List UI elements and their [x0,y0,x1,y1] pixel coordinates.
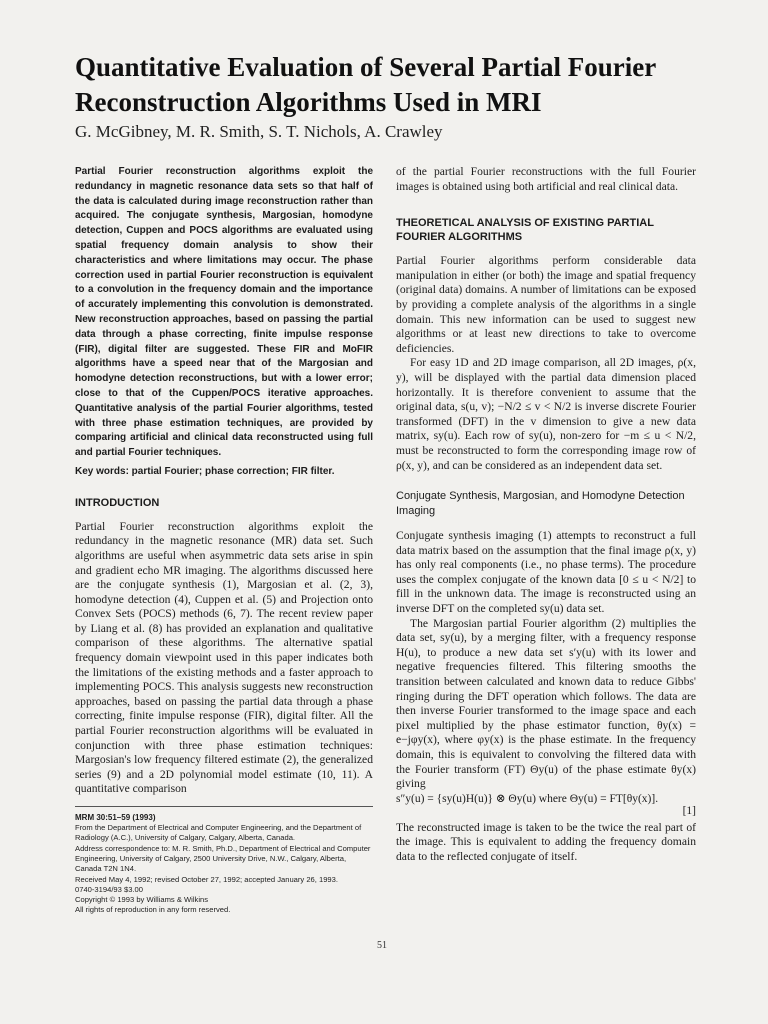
left-column [75,165,373,916]
equation-expression: s″y(u) = {sy(u)H(u)} ⊗ Θy(u) where Θy(u) = FT[θy(x)]. [396,792,659,805]
right-column [396,165,696,865]
theory-paragraph-1: Partial Fourier algorithms perform considerable data manipulation in either (or both) the image and spatial frequency (original data) domains. A number of limitations can be exposed by providing a complete analysis of the algorithms in a single domain. This new information can be used to suggest new algorithms or at least new directions to take to overcome deficiencies. [396,254,696,355]
intro-continuation: of the partial Fourier reconstructions with the full Fourier images is obtained using both artificial and real clinical data. [396,165,696,193]
equation-number: [1] [682,804,696,817]
paper-title: Quantitative Evaluation of Several Partial Fourier Reconstruction Algorithms Used in MRI [75,52,656,117]
rights-line: All rights of reproduction in any form reserved. [75,905,231,915]
introduction-text: Partial Fourier reconstruction algorithms exploit the redundancy in the magnetic resonance (MR) data set. Such algorithms are useful when asymmetric data sets arise in spin and gradient echo MR imaging. The algorithms discussed here are the conjugate synthesis (1), Margosian et al. (2, 3), homodyne detection (4), Cuppen et al. (5) and Projection onto Convex Sets (POCS) methods (6, 7). The recent review paper by Liang et al. (8) has provided an explanation and qualitative comparison of these algorithms. The alternative spatial frequency domain viewpoint used in this paper indicates both the limitations of the existing methods and a faster approach to implementing POCS. This analysis suggests new reconstruction approaches, based on passing the partial data through a phase correcting, finite impulse response (FIR), digital filter. All the partial Fourier reconstruction algorithms will be evaluated in conjunction with three phase estimation techniques: Margosian's low frequency filtered estimate (2), the generalized series (9) and a 2D polynomial model estimate (10, 11). A quantitative comparison [75,519,373,796]
keywords: Key words: partial Fourier; phase correction; FIR filter. [75,465,335,477]
issn-line: 0740-3194/93 $3.00 [75,884,143,894]
equation-1 [396,792,696,817]
journal-citation: MRM 30:51–59 (1993) [75,813,156,823]
theory-paragraph-2: For easy 1D and 2D image comparison, all 2D images, ρ(x, y), will be displayed with the partial data dimension placed horizontally. It is therefore convenient to assume that the original data, s(u, v); −N/2 ≤ v < N/2 is inverse discrete Fourier transformed (DFT) in the v dimension to give a new data matrix, sy(u). Each row of sy(u), non-zero for −m ≤ u < N/2, must be reconstructed to form the corresponding image row of ρ(x, y), and can be considered as an independent data set. [396,356,696,472]
correspondence-address: Address correspondence to: M. R. Smith, Ph.D., Department of Electrical and Computer Engineering, University of Calgary, 2500 University Drive, N.W., Calgary, Alberta, Canada T2N 1N4. [75,843,371,874]
author-affiliation: From the Department of Electrical and Computer Engineering, and the Department of Radiology (A.C.), University of Calgary, Calgary, Alberta, Canada. [75,823,362,843]
page-number: 51 [377,940,387,951]
subsection-heading: Conjugate Synthesis, Margosian, and Homodyne Detection Imaging [396,490,685,518]
author-list: G. McGibney, M. R. Smith, S. T. Nichols, A. Crawley [75,122,443,141]
copyright-line: Copyright © 1993 by Williams & Wilkins [75,895,209,905]
received-dates: Received May 4, 1992; revised October 27, 1992; accepted January 26, 1993. [75,874,338,884]
subsection-paragraph-2: The Margosian partial Fourier algorithm (2) multiplies the data set, sy(u), by a merging filter, with a frequency response H(u), to produce a new data set s′y(u) with its lower and negative frequencies filtered. This filtering smooths the transition between calculated and known data to reduce Gibbs' ringing during the DFT operation which follows. The data are then inverse Fourier transformed to the image space and each pixel multiplied by the phase estimator function, θy(x) = e−jφy(x), where φy(x) is the phase estimate. In the frequency domain, this is equivalent to convolving the filtered data with the Fourier transform (FT) Θy(u) of the phase estimate θy(x) giving [396,616,696,791]
theory-heading: THEORETICAL ANALYSIS OF EXISTING PARTIAL FOURIER ALGORITHMS [396,217,654,244]
introduction-heading: INTRODUCTION [75,496,160,509]
subsection-paragraph-1: Conjugate synthesis imaging (1) attempts to reconstruct a full data matrix based on the assumption that the final image ρ(x, y) has only real components (i.e., no phase terms). The procedure uses the complex conjugate of the known data [0 ≤ u < N/2] to fill in the unknown data. The image is reconstructed using an inverse DFT on the completed sy(u) data set. [396,529,696,616]
subsection-paragraph-3: The reconstructed image is taken to be the twice the real part of the image. This is equivalent to adding the frequency domain data to the reflected conjugate of itself. [396,820,696,863]
abstract: Partial Fourier reconstruction algorithms exploit the redundancy in magnetic resonance data sets so that half of the data is calculated during image reconstruction rather than acquired. The conjugate synthesis, Margosian, homodyne detection, Cuppen and POCS algorithms are evaluated using spatial frequency domain analysis to show their characteristics and where limitations may occur. The phase correction used in partial Fourier reconstruction is equivalent to a convolution in the frequency domain and the importance of accurately implementing this convolution is demonstrated. New reconstruction approaches, based on passing the partial data through a phase correcting, finite impulse response (FIR), digital filter are suggested. These FIR and MoFIR algorithms have a speed near that of the Margosian and homodyne detection reconstructions, but with a lower error; close to that of the Cuppen/POCS iterative approaches. Quantitative analysis of the partial Fourier algorithms, tested with three phase estimation techniques, are provided by comparing artificial and clinical data reconstructed using full and partial Fourier techniques. [75,166,373,459]
